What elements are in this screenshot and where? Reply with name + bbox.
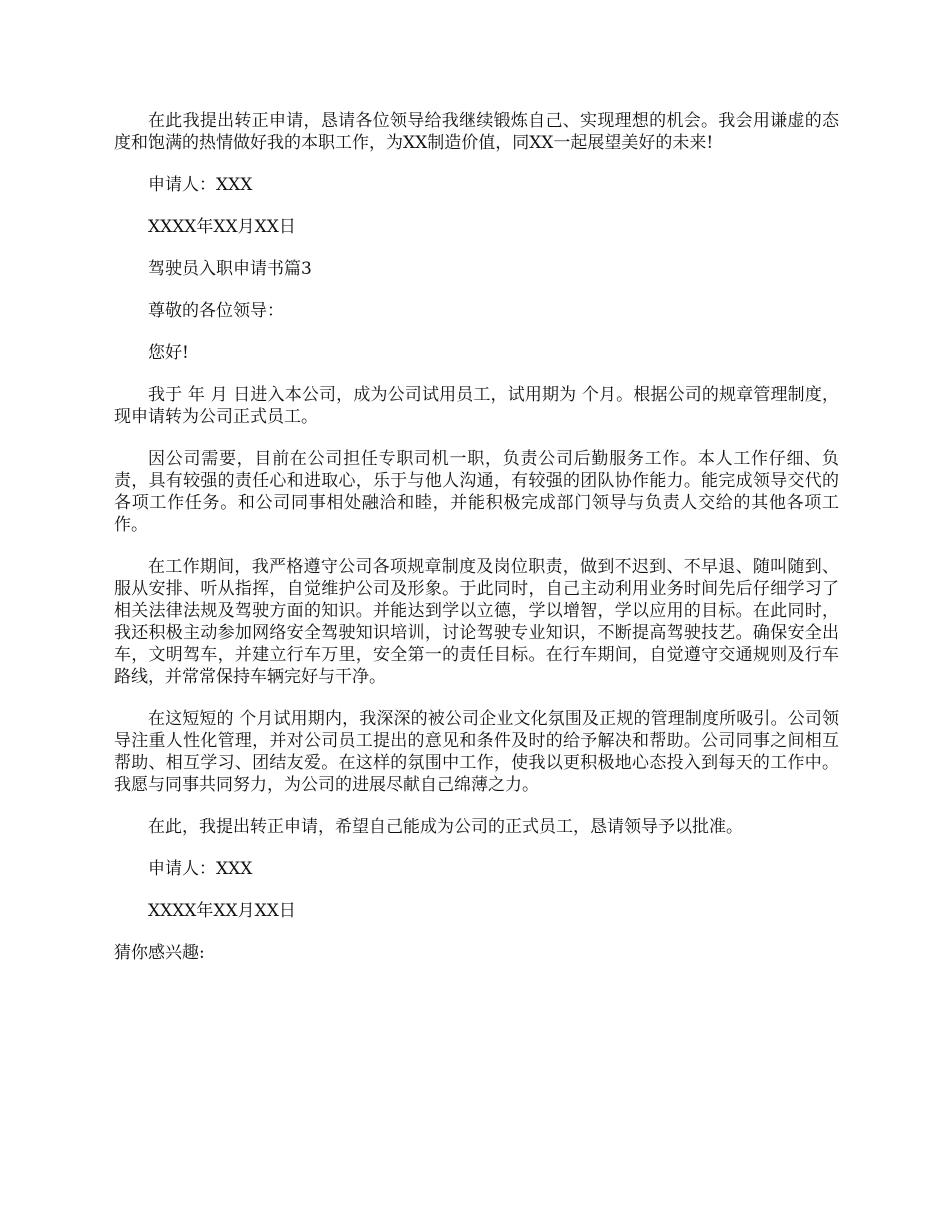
paragraph-body-1: 我于 年 月 日进入本公司，成为公司试用员工，试用期为 个月。根据公司的规章管理制度，现申请转为公司正式员工。 — [114, 385, 839, 427]
paragraph-closing-intro: 在此我提出转正申请，恳请各位领导给我继续锻炼自己、实现理想的机会。我会用谦虚的态度和饱满的热情做好我的本职工作，为XX制造价值，同XX一起展望美好的未来! — [114, 111, 839, 153]
paragraph-body-4: 在这短短的 个月试用期内，我深深的被公司企业文化氛围及正规的管理制度所吸引。公司领导注重人性化管理，并对公司员工提出的意见和条件及时的给予解决和帮助。公司同事之间相互帮助、相互学习、团结友爱。在这样的氛围中工作，使我以更积极地心态投入到每天的工作中。我愿与同事共同努力，为公司的进展尽献自己绵薄之力。 — [114, 709, 839, 795]
date-line-2: XXXX年XX月XX日 — [148, 901, 296, 921]
greeting: 您好! — [148, 343, 189, 363]
applicant-line: 申请人：XXX — [148, 175, 253, 195]
paragraph-body-5: 在此，我提出转正申请，希望自己能成为公司的正式员工，恳请领导予以批准。 — [148, 817, 743, 837]
related-heading: 猜你感兴趣: — [114, 943, 205, 963]
section-title: 驾驶员入职申请书篇3 — [148, 259, 312, 279]
applicant-line-2: 申请人：XXX — [148, 859, 253, 879]
document-page — [114, 110, 839, 964]
paragraph-body-2: 因公司需要，目前在公司担任专职司机一职，负责公司后勤服务工作。本人工作仔细、负责，具有较强的责任心和进取心，乐于与他人沟通，有较强的团队协作能力。能完成领导交代的各项工作任务。和公司同事相处融洽和睦，并能积极完成部门领导与负责人交给的其他各项工作。 — [114, 449, 839, 535]
salutation: 尊敬的各位领导： — [148, 301, 284, 321]
paragraph-body-3: 在工作期间，我严格遵守公司各项规章制度及岗位职责，做到不迟到、不早退、随叫随到、服从安排、听从指挥，自觉维护公司及形象。于此同时，自己主动利用业务时间先后仔细学习了相关法律法规及驾驶方面的知识。并能达到学以立德，学以增智，学以应用的目标。在此同时，我还积极主动参加网络安全驾驶知识培训，讨论驾驶专业知识，不断提高驾驶技艺。确保安全出车，文明驾车，并建立行车万里，安全第一的责任目标。在行车期间，自觉遵守交通规则及行车路线，并常常保持车辆完好与干净。 — [114, 557, 839, 687]
date-line: XXXX年XX月XX日 — [148, 217, 296, 237]
